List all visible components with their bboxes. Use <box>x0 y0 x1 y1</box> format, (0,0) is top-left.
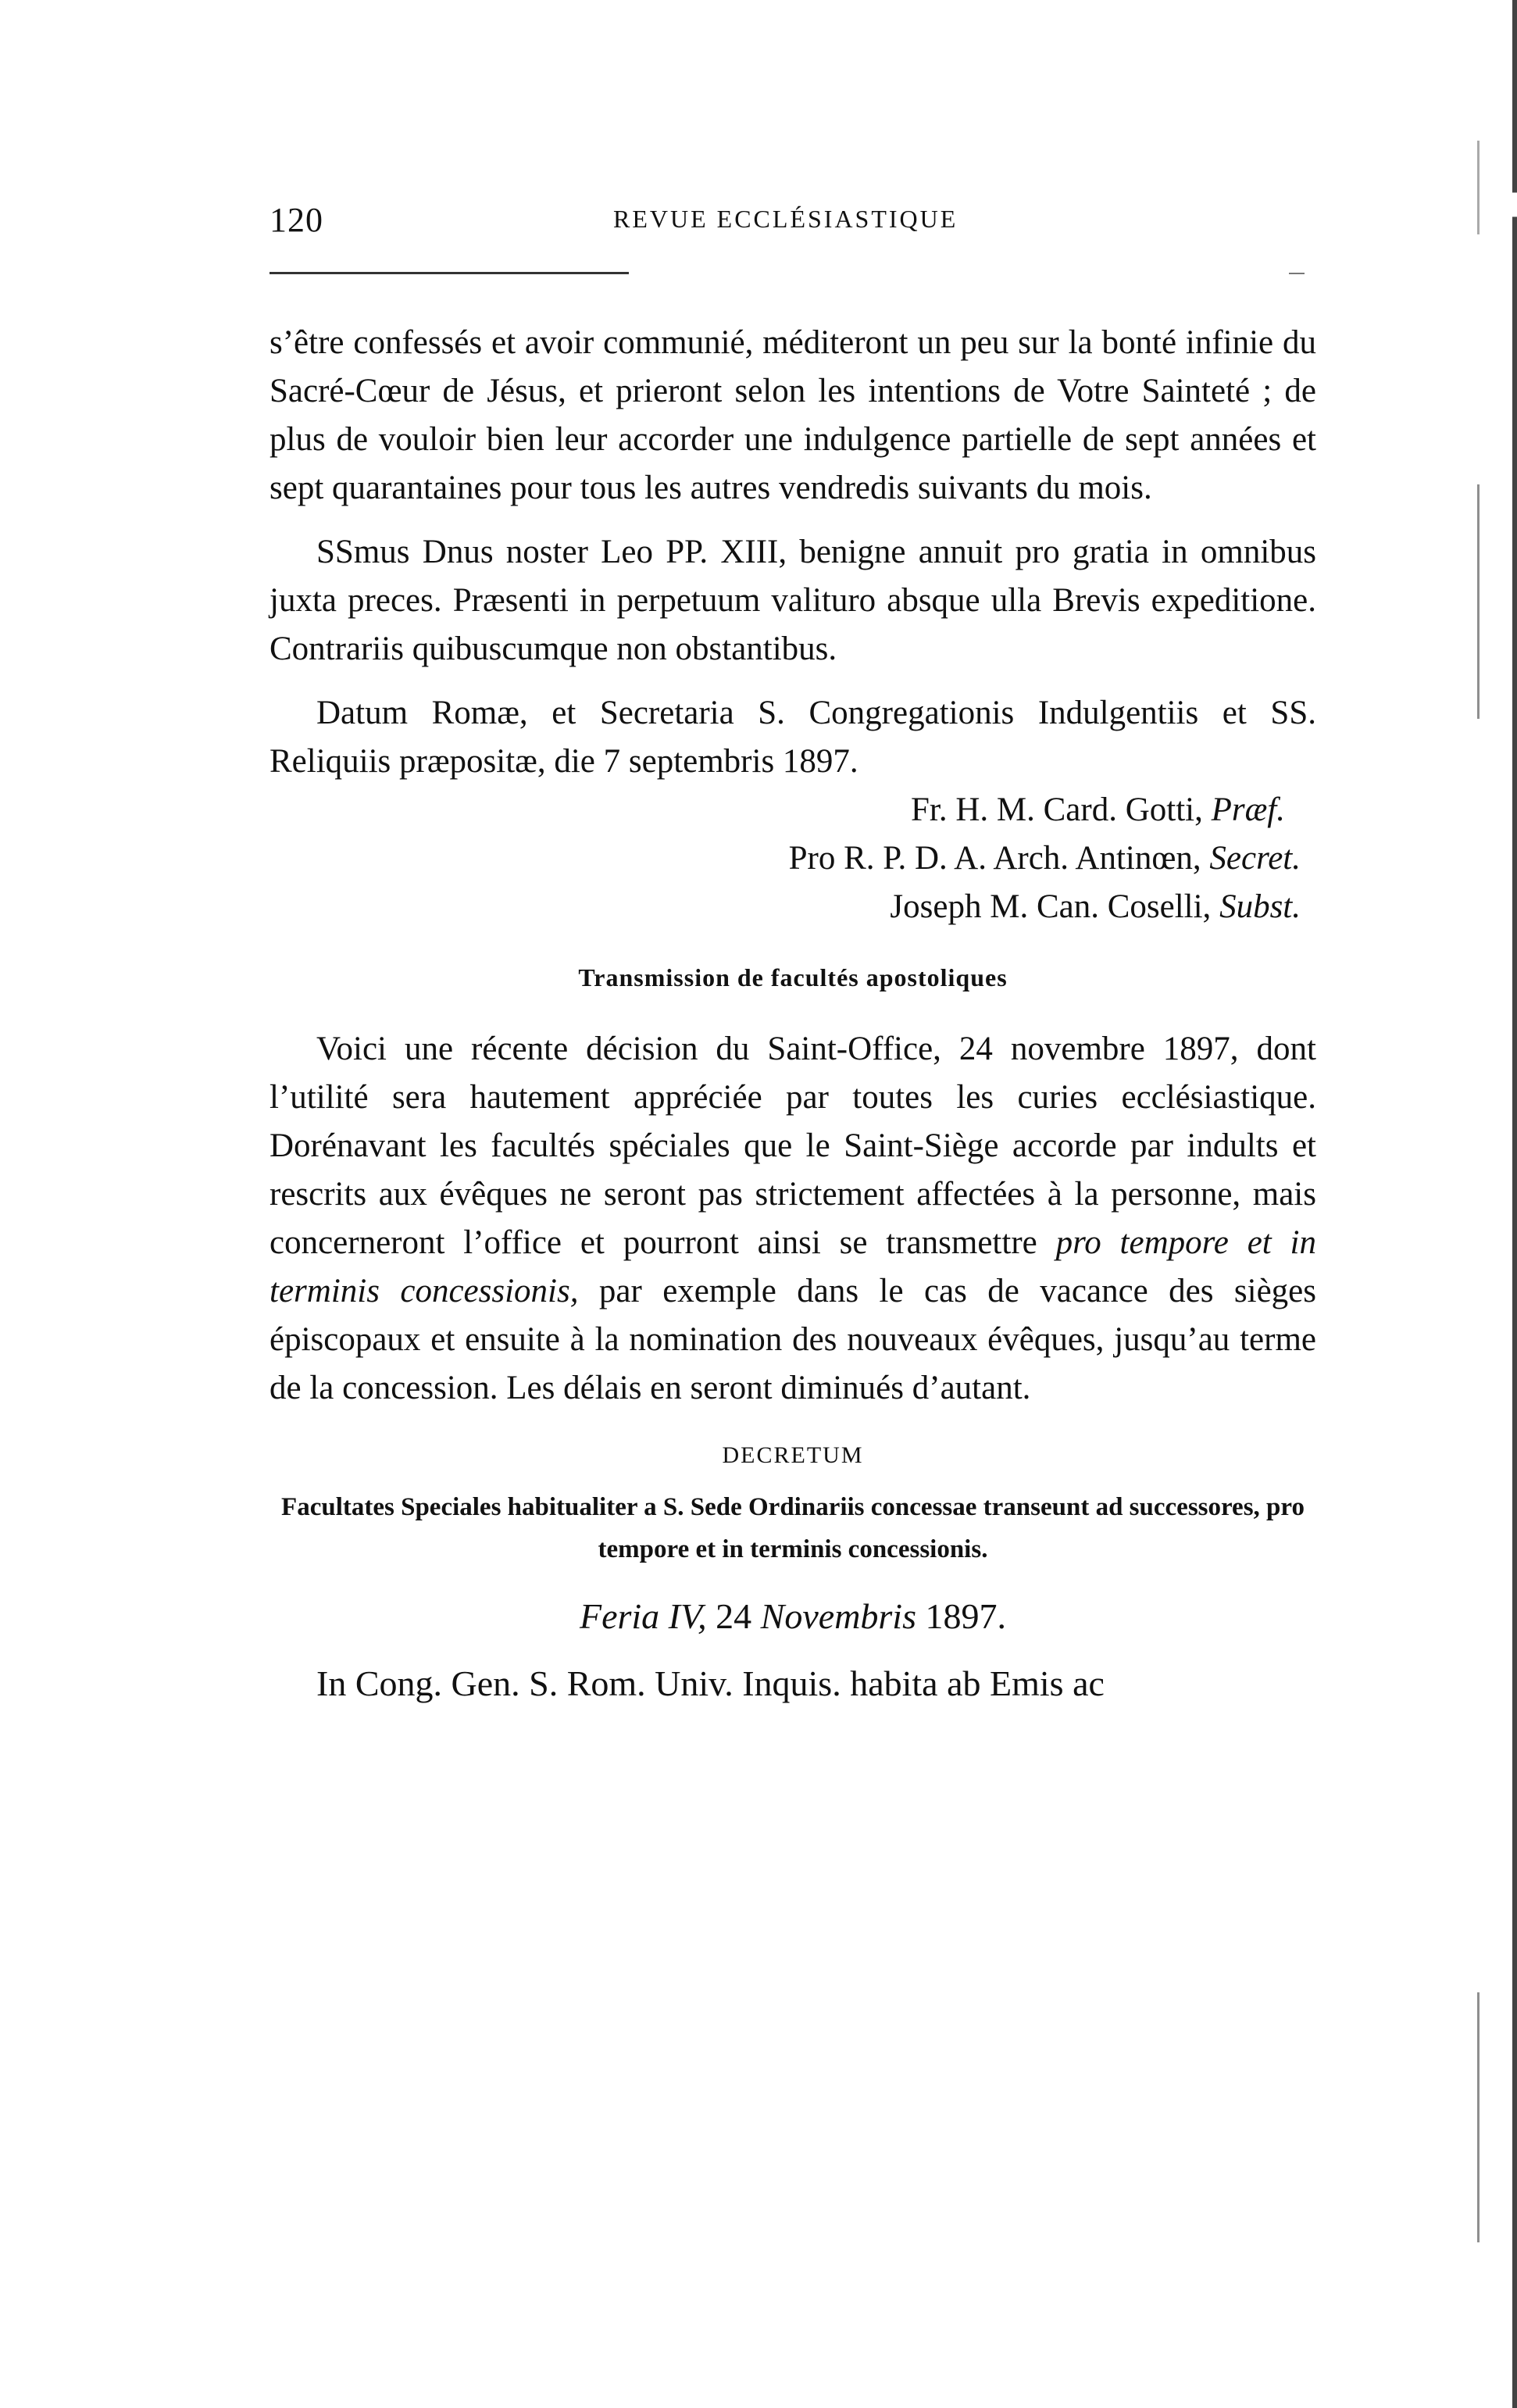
scan-artifact <box>1477 484 1480 719</box>
signature-title: Præf. <box>1211 791 1285 828</box>
paragraph-continuation: s’être confessés et avoir communié, méditeront un peu sur la bonté infinie du Sacré-Cœur de Jésus, et prieront selon les intentions de Votre Sainteté ; de plus de vouloir bien leur accorder une indulgence partielle de sept années et sept quarantaines pour tous les autres vendredis suivants du mois. <box>269 324 1316 506</box>
scan-artifact <box>1477 1992 1480 2242</box>
signature-name: Fr. H. M. Card. Gotti, <box>910 791 1203 828</box>
scan-border <box>1512 0 1517 2408</box>
signature-substitute <box>269 883 1316 931</box>
paragraph-decision <box>269 1025 1316 1413</box>
date-month: Novembris <box>760 1596 916 1636</box>
page-header <box>269 200 1293 239</box>
signature-title: Subst. <box>1219 888 1301 925</box>
running-title: REVUE ECCLÉSIASTIQUE <box>613 205 958 233</box>
paragraph-last-line: In Cong. Gen. S. Rom. Univ. Inquis. habita ab Emis ac <box>316 1663 1105 1703</box>
paragraph-rescript: SSmus Dnus noster Leo PP. XIII, benigne annuit pro gratia in omnibus juxta preces. Præsenti in perpetuum valituro absque ulla Brevis expeditione. Contrariis quibuscumque non obstantibus. <box>269 534 1316 667</box>
decretum-title: Facultates Speciales habitualiter a S. Sede Ordinariis concessae transeunt ad successores, pro tempore et in terminis concessionis. <box>281 1493 1305 1563</box>
decision-text-part2: par exemple dans le cas de vacance des sièges épiscopaux et ensuite à la nomination des nouveaux évêques, jusqu’au terme de la concession. Les délais en seront diminués d’autant. <box>269 1273 1316 1406</box>
decision-text-italic: pro tempore et in terminis concessionis, <box>269 1224 1316 1309</box>
header-rule-fragment <box>1289 273 1305 274</box>
date-year: 1897. <box>925 1596 1006 1636</box>
decretum-date <box>269 1592 1316 1641</box>
signature-name: Pro R. P. D. A. Arch. Antinœn, <box>788 840 1201 877</box>
header-rule <box>269 272 629 274</box>
signature-prefect <box>269 786 1316 834</box>
date-feria: Feria IV, <box>579 1596 707 1636</box>
decision-text-part1: Voici une récente décision du Saint-Office, 24 novembre 1897, dont l’utilité sera hautement appréciée par toutes les curies ecclésiastique. Dorénavant les facultés spéciales que le Saint-Siège accorde par indults et rescrits aux évêques ne seront pas strictement affectées à la personne, mais concerneront l’office et pourront ainsi se transmettre <box>269 1031 1316 1261</box>
body-text <box>269 319 1316 1708</box>
signature-title: Secret. <box>1209 840 1301 877</box>
date-day: 24 <box>716 1596 752 1636</box>
page-number: 120 <box>269 201 323 239</box>
signature-secretary <box>269 834 1316 883</box>
scan-artifact <box>1477 141 1480 234</box>
decretum-label: DECRETUM <box>722 1442 864 1468</box>
signature-name: Joseph M. Can. Coselli, <box>890 888 1212 925</box>
section-heading: Transmission de facultés apostoliques <box>578 963 1008 991</box>
paragraph-datum: Datum Romæ, et Secretaria S. Congregationis Indulgentiis et SS. Reliquiis præpositæ, die 7 septembris 1897. <box>269 695 1316 780</box>
